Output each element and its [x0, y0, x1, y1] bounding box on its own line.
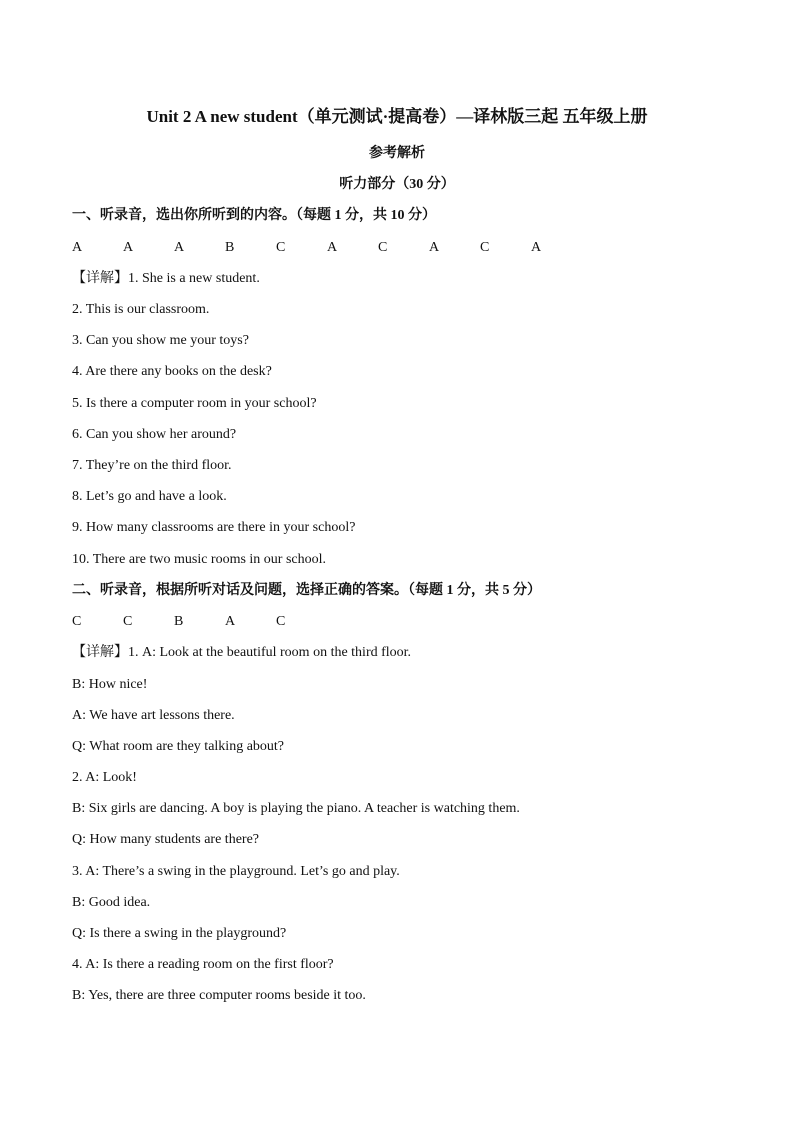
section2-answer-row	[72, 612, 327, 632]
section2-detail-line: Q: What room are they talking about?	[72, 739, 285, 754]
section2-detail-line: 4. A: Is there a reading room on the first floor?	[72, 957, 334, 972]
section2-detail-line: A: We have art lessons there.	[72, 708, 235, 723]
section1-answer: C	[480, 240, 490, 255]
section1-answer: A	[72, 240, 83, 255]
section1-answer: A	[531, 240, 542, 255]
listening-part-heading: 听力部分（30 分）	[339, 177, 455, 192]
section1-heading: 一、听录音，选出你所听到的内容。（每题 1 分，共 10 分）	[72, 208, 436, 223]
section1-detail-line: 10. There are two music rooms in our school.	[72, 552, 327, 567]
section1-detail-line: 【详解】1. She is a new student.	[72, 271, 260, 286]
section2-detail-line: B: How nice!	[72, 677, 148, 692]
section2-heading: 二、听录音，根据所听对话及问题，选择正确的答案。（每题 1 分，共 5 分）	[72, 583, 541, 598]
section2-detail-line: 2. A: Look!	[72, 770, 137, 785]
section1-answer: A	[123, 240, 134, 255]
section1-detail-line: 6. Can you show her around?	[72, 427, 237, 442]
section2-detail-line: 3. A: There’s a swing in the playground. Let’s go and play.	[72, 864, 400, 879]
section1-detail-line: 3. Can you show me your toys?	[72, 333, 249, 348]
section2-answer: C	[123, 614, 133, 629]
section2-detail-line: B: Good idea.	[72, 895, 151, 910]
section1-detail-line: 7. They’re on the third floor.	[72, 458, 232, 473]
section1-detail-line: 2. This is our classroom.	[72, 302, 210, 317]
section2-detail-line: B: Yes, there are three computer rooms beside it too.	[72, 988, 366, 1003]
section2-answer: A	[225, 614, 236, 629]
section1-answer: B	[225, 240, 235, 255]
section2-detail-line: Q: How many students are there?	[72, 832, 259, 847]
reference-answer-heading: 参考解析	[369, 146, 425, 161]
section1-answer: C	[276, 240, 286, 255]
section2-answer: C	[276, 614, 286, 629]
section1-answer-row	[72, 238, 582, 258]
section1-detail-line: 8. Let’s go and have a look.	[72, 489, 227, 504]
section2-detail-line: Q: Is there a swing in the playground?	[72, 926, 287, 941]
section1-answer: A	[174, 240, 185, 255]
section1-answer: A	[327, 240, 338, 255]
section2-detail-line: 【详解】1. A: Look at the beautiful room on the third floor.	[72, 645, 412, 660]
section2-answer: B	[174, 614, 184, 629]
section1-answer: C	[378, 240, 388, 255]
document-title: Unit 2 A new student（单元测试·提高卷）—译林版三起 五年级上册	[146, 107, 648, 126]
section2-answer: C	[72, 614, 82, 629]
section1-detail-line: 5. Is there a computer room in your school?	[72, 396, 317, 411]
section1-detail-line: 4. Are there any books on the desk?	[72, 364, 272, 379]
section1-answer: A	[429, 240, 440, 255]
section2-detail-line: B: Six girls are dancing. A boy is playing the piano. A teacher is watching them.	[72, 801, 520, 816]
section1-detail-line: 9. How many classrooms are there in your school?	[72, 520, 356, 535]
